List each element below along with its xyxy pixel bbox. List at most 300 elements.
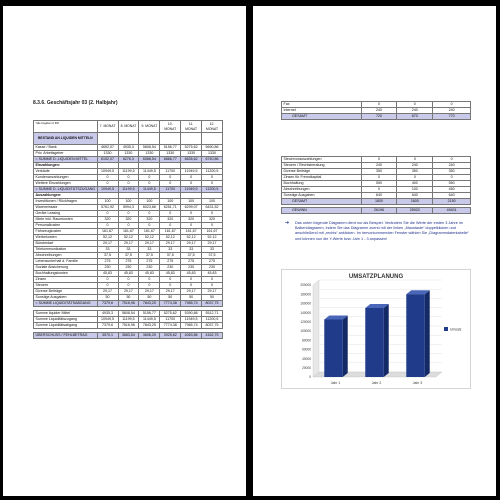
row-label: GESAMT	[282, 114, 362, 120]
table-row	[34, 187, 223, 193]
table-row	[282, 114, 471, 120]
table-cell: 275	[139, 259, 160, 265]
table-cell: 100	[160, 199, 181, 205]
table-cell: 0	[433, 102, 471, 108]
table-cell: 0	[433, 157, 471, 163]
table-cell: 4935,3	[118, 145, 139, 151]
table-cell	[118, 133, 139, 145]
table-cell: 37,5	[118, 253, 139, 259]
table-cell: 0	[118, 181, 139, 187]
table-cell: 7774,38	[160, 301, 181, 307]
table-cell: 3570,1	[97, 333, 118, 339]
row-label: Miete inkl. Raumkosten	[34, 217, 98, 223]
table-cell: 33	[118, 247, 139, 253]
table-cell: 0	[118, 277, 139, 283]
table-cell: 3925,62	[160, 333, 181, 339]
right-page	[253, 6, 496, 496]
table-cell: 240	[397, 163, 433, 169]
row-label: GEWINN	[282, 208, 362, 214]
table-cell: 240	[433, 163, 471, 169]
table-cell: 240	[433, 108, 471, 114]
row-label: = SUMME D. LIQUIDEN MITTEL	[34, 157, 98, 163]
instruction-paragraph: Das unten folgende Diagramm dient nur als Beispiel. Verändern Sie die Werte der ersten 3 Jahre im Balkendiagramm, indem Sie das Diagramm zuerst mit der linken „Maustaste“ doppelklicken und anschließend mit „rechts“ anklicken. Im hervorkommenden Fenster wählen Sie „Diagrammdatentabelle“ und können nun die Y-Werte bzw. Jahr 1 - 3 anpassen!	[295, 221, 469, 241]
table-cell: 33	[139, 247, 160, 253]
table-cell: 0	[181, 175, 202, 181]
table-cell: 5808,54	[139, 145, 160, 151]
table-cell: 50	[97, 295, 118, 301]
table-cell: 29,17	[202, 289, 223, 295]
row-label: Einzahlungen:	[34, 163, 98, 169]
table-cell: 29,17	[118, 241, 139, 247]
table-cell: 4692,07	[97, 145, 118, 151]
table-cell: 5275,62	[181, 145, 202, 151]
table-cell: 100	[139, 199, 160, 205]
row-label: Abschreibungen	[282, 187, 362, 193]
table-cell	[139, 133, 160, 145]
table-cell: 0	[397, 102, 433, 108]
table-cell: 11700	[160, 169, 181, 175]
table-cell: 37,5	[160, 253, 181, 259]
table-cell: 320	[181, 217, 202, 223]
table-cell: 100	[397, 187, 433, 193]
table-row	[282, 199, 471, 205]
table-cell: 10949,5	[97, 317, 118, 323]
month-header: 9. MONAT	[139, 121, 160, 133]
table-cell: 10949,5	[97, 187, 118, 193]
table-cell: 29,17	[97, 241, 118, 247]
table-cell: 0	[397, 175, 433, 181]
table-cell: 52,12	[118, 235, 139, 241]
table-cell: 0	[139, 175, 160, 181]
table-cell: 350	[433, 169, 471, 175]
table-cell: 11199,5	[118, 317, 139, 323]
table-cell: 11700	[160, 187, 181, 193]
row-label: Diverse Beiträge	[34, 289, 98, 295]
table-cell: 29,17	[160, 289, 181, 295]
month-header: 11. MONAT	[181, 121, 202, 133]
table-cell: 350	[397, 169, 433, 175]
table-cell: 50	[160, 295, 181, 301]
table-cell: 1330	[97, 151, 118, 157]
table-row	[34, 333, 223, 339]
table-cell: 29,17	[181, 289, 202, 295]
profit-table	[281, 207, 471, 214]
table-cell: 37,5	[181, 253, 202, 259]
table-cell: 240	[361, 163, 397, 169]
table-cell: 29,17	[181, 241, 202, 247]
bar[interactable]	[406, 294, 424, 377]
bar[interactable]	[324, 320, 342, 378]
table-cell: 11949,5	[181, 317, 202, 323]
table-cell: 29,17	[202, 241, 223, 247]
table-cell: 45,83	[139, 271, 160, 277]
table-cell: 0	[202, 175, 223, 181]
table-cell: 52,12	[181, 235, 202, 241]
table-cell: 275	[160, 259, 181, 265]
table-cell: 240	[361, 108, 397, 114]
costs-top-table	[281, 101, 471, 120]
table-cell: 50	[118, 295, 139, 301]
table-cell: 11199,5	[118, 169, 139, 175]
table-cell: 3606,25	[139, 333, 160, 339]
table-cell: 0	[160, 223, 181, 229]
y-tick-label: 140000	[300, 310, 311, 315]
table-cell: 0	[397, 157, 433, 163]
table-cell: 0	[181, 223, 202, 229]
row-label: Kundenanzahlungen	[34, 175, 98, 181]
row-label: Zinsen für Fremdkapital	[282, 175, 362, 181]
table-cell: 0	[361, 187, 397, 193]
table-cell: 4162,75	[202, 333, 223, 339]
table-cell: 1600	[397, 199, 433, 205]
table-cell: 0	[361, 175, 397, 181]
table-cell: 1800	[361, 199, 397, 205]
table-cell: 0	[118, 211, 139, 217]
table-cell: 25920	[397, 208, 433, 214]
table-cell: 0	[181, 181, 202, 187]
table-cell: 49401	[433, 208, 471, 214]
row-label: Bürobedarf	[34, 241, 98, 247]
bar-side	[343, 316, 348, 378]
chart-side-wall	[313, 280, 319, 377]
table-cell: 52,12	[160, 235, 181, 241]
table-row	[34, 151, 223, 157]
table-cell: 640	[433, 193, 471, 199]
table-cell: 0	[97, 181, 118, 187]
liquidity-table	[33, 120, 223, 339]
table-cell: 37,5	[202, 253, 223, 259]
table-cell: 3683,54	[118, 333, 139, 339]
table-cell: 0	[202, 283, 223, 289]
row-label: Buchhaltung	[282, 181, 362, 187]
table-cell: 0	[202, 211, 223, 217]
table-cell: 5512,71	[202, 311, 223, 317]
row-label: Buchhaltungskosten	[34, 271, 98, 277]
table-cell: 0	[202, 277, 223, 283]
table-cell: 161,67	[118, 229, 139, 235]
table-cell: 0	[118, 283, 139, 289]
table-cell: 7516,96	[118, 323, 139, 329]
table-cell: 1330	[118, 151, 139, 157]
table-cell: 11199,5	[118, 187, 139, 193]
table-cell: 11200,5	[202, 169, 223, 175]
table-row	[34, 271, 223, 277]
table-cell: 29,17	[160, 241, 181, 247]
table-cell: 0	[97, 223, 118, 229]
instruction-text	[285, 220, 475, 242]
table-cell: 11200,5	[202, 317, 223, 323]
month-header: 10. MONAT	[160, 121, 181, 133]
table-row	[34, 301, 223, 307]
table-cell: 6276,3	[118, 157, 139, 163]
table-cell: 0	[139, 277, 160, 283]
row-label: Investitionen / Rückfragen	[34, 199, 98, 205]
y-tick-label: 60000	[302, 347, 311, 352]
table-cell: 0	[97, 283, 118, 289]
table-cell: 5690,86	[202, 145, 223, 151]
table-cell: 1330	[202, 151, 223, 157]
y-tick-label: 20000	[302, 366, 311, 370]
table-cell: 0	[160, 175, 181, 181]
row-label: Sonstige Ausgaben	[282, 193, 362, 199]
row-label: Summe Liquiditätsabgang	[34, 323, 98, 329]
table-cell: 230	[160, 265, 181, 271]
table-cell: 275	[118, 259, 139, 265]
table-cell: 320	[160, 217, 181, 223]
table-cell: 0	[139, 283, 160, 289]
table-cell: 0	[361, 102, 397, 108]
table-cell: 11949,5	[181, 187, 202, 193]
bar[interactable]	[365, 308, 383, 377]
table-cell: 161,67	[160, 229, 181, 235]
table-row	[34, 317, 223, 323]
table-cell: 6866,77	[160, 157, 181, 163]
table-cell: 11449,5	[139, 169, 160, 175]
table-cell: 320	[202, 217, 223, 223]
table-cell	[181, 133, 202, 145]
table-cell: 11449,5	[139, 317, 160, 323]
table-row	[34, 323, 223, 329]
table-cell: 5275,62	[160, 311, 181, 317]
table-cell: 6152,07	[97, 157, 118, 163]
row-label: Weitere Einzahlungen	[34, 181, 98, 187]
table-cell: 0	[160, 211, 181, 217]
revenue-chart[interactable]	[281, 269, 471, 389]
table-cell	[97, 133, 118, 145]
table-cell: 5761,92	[97, 205, 118, 211]
table-row	[34, 311, 223, 317]
table-cell: 161,67	[139, 229, 160, 235]
table-cell: 5156,77	[160, 145, 181, 151]
table-cell: 240	[397, 108, 433, 114]
table-cell: 2150	[433, 199, 471, 205]
table-cell: 320	[97, 217, 118, 223]
row-label: Internet	[282, 108, 362, 114]
table-cell: 45,83	[160, 271, 181, 277]
row-label: Sonstige Ausgaben	[34, 295, 98, 301]
table-cell: 7843,25	[139, 323, 160, 329]
row-label: Kasse / Bank	[34, 145, 98, 151]
table-header-row	[34, 121, 223, 133]
table-cell: 7843,25	[139, 301, 160, 307]
table-cell: 0	[139, 181, 160, 187]
table-cell: 161,67	[181, 229, 202, 235]
table-cell	[202, 133, 223, 145]
row-label: Fax	[282, 102, 362, 108]
row-label: Zinsen	[34, 277, 98, 283]
table-cell: 640	[361, 193, 397, 199]
table-cell: 100	[118, 199, 139, 205]
table-cell: 1330	[139, 151, 160, 157]
table-cell: 7985,74	[181, 301, 202, 307]
table-cell: 161,67	[202, 229, 223, 235]
y-tick-label: 40000	[302, 356, 311, 361]
table-cell: 100	[97, 199, 118, 205]
table-row	[34, 289, 223, 295]
row-label: Personalkosten	[34, 223, 98, 229]
row-label: Summe liquider Mittel	[34, 311, 98, 317]
table-cell: 161,67	[97, 229, 118, 235]
table-cell: 6588,54	[139, 157, 160, 163]
table-cell: 33	[160, 247, 181, 253]
table-cell: 0	[160, 181, 181, 187]
table-cell: 50	[139, 295, 160, 301]
table-cell: 230	[202, 265, 223, 271]
table-cell: 29,17	[139, 241, 160, 247]
table-cell: 670	[397, 114, 433, 120]
row-label: Priv. Arbeitsgeber	[34, 151, 98, 157]
table-cell: 11449,5	[139, 187, 160, 193]
row-label: Soziale Absicherung	[34, 265, 98, 271]
y-tick-label: 180000	[300, 292, 311, 297]
table-cell: 0	[97, 175, 118, 181]
x-tick-label: Jahr 3	[412, 381, 423, 385]
y-tick-label: 200000	[300, 283, 311, 288]
table-cell: 50	[181, 295, 202, 301]
table-cell: 7516,96	[118, 301, 139, 307]
row-label: Summe Liquiditätszugang	[34, 317, 98, 323]
y-tick-label: 0	[309, 375, 311, 380]
legend-label: Umsatz	[450, 327, 462, 332]
table-cell: 100	[202, 199, 223, 205]
row-label: Verkäufe	[34, 169, 98, 175]
row-label: Steuern / Rechtsberatung	[282, 163, 362, 169]
table-title-row	[34, 133, 223, 145]
table-cell: 0	[433, 175, 471, 181]
row-label: Steuervorauszahlungen	[282, 157, 362, 163]
row-label: Fahrzeugkosten	[34, 229, 98, 235]
table-cell: 37,5	[97, 253, 118, 259]
bar-side	[384, 304, 389, 377]
section-heading: 8.3.6. Geschäftsjahr 03 (2. Halbjahr)	[33, 100, 118, 106]
table-cell: 11700	[160, 317, 181, 323]
table-cell: 0	[118, 175, 139, 181]
table-cell: 7985,74	[181, 323, 202, 329]
table-cell: 11949,5	[181, 169, 202, 175]
table-cell: 230	[139, 265, 160, 271]
table-cell: 350	[361, 169, 397, 175]
table-cell: 33	[202, 247, 223, 253]
table-cell: 8037,75	[202, 301, 223, 307]
table-cell: 0	[139, 223, 160, 229]
table-cell: 29,17	[97, 289, 118, 295]
costs-mid-table	[281, 156, 471, 205]
table-row	[34, 157, 223, 163]
table-row	[282, 208, 471, 214]
table-cell: 33	[181, 247, 202, 253]
table-cell: 400	[397, 181, 433, 187]
row-label: Wareneinsatz	[34, 205, 98, 211]
table-cell: 6635,62	[181, 157, 202, 163]
table-cell: 45,83	[118, 271, 139, 277]
table-cell: 230	[118, 265, 139, 271]
table-cell: 8037,75	[202, 323, 223, 329]
x-tick-label: Jahr 1	[330, 381, 341, 385]
table-cell: 29,17	[118, 289, 139, 295]
table-cell: 52,12	[202, 235, 223, 241]
table-cell: 5390,86	[181, 311, 202, 317]
table-cell: 45,83	[181, 271, 202, 277]
table-cell: 640	[397, 193, 433, 199]
row-label: ÜBERSCHUSS / FEHLBETRAG	[34, 333, 98, 339]
table-cell: 720	[361, 114, 397, 120]
table-cell: 450	[433, 187, 471, 193]
table-cell: 45,83	[97, 271, 118, 277]
table-cell: 275	[181, 259, 202, 265]
table-cell: 5156,77	[139, 311, 160, 317]
row-label: = SUMME D. LIQUIDITÄTSZUGANG	[35, 187, 96, 191]
table-cell: 6431,52	[202, 205, 223, 211]
arrow-icon: ➔	[285, 220, 290, 226]
y-tick-label: 80000	[302, 338, 311, 343]
month-header: 12. MONAT	[202, 121, 223, 133]
table-cell: 320	[118, 217, 139, 223]
table-cell: 275	[97, 259, 118, 265]
table-cell: 0	[361, 157, 397, 163]
row-label: Geräte Leasing	[34, 211, 98, 217]
table-cell: 0	[202, 223, 223, 229]
table-cell: 1330	[160, 151, 181, 157]
table-cell: 6299,07	[181, 205, 202, 211]
table-cell: 4935,3	[97, 311, 118, 317]
y-tick-label: 120000	[300, 320, 311, 324]
table-cell: 0	[160, 277, 181, 283]
table-cell: 5808,54	[118, 311, 139, 317]
table-cell: 0	[181, 211, 202, 217]
table-cell: 0	[139, 211, 160, 217]
chart-title: UMSATZPLANUNG	[348, 274, 404, 280]
table-cell: 37,5	[139, 253, 160, 259]
table-cell: 33	[97, 247, 118, 253]
table-cell: 0	[181, 283, 202, 289]
table-cell: 770	[433, 114, 471, 120]
table-cell: 7379,6	[97, 323, 118, 329]
table-cell: 50	[202, 295, 223, 301]
table-cell: 10949,5	[97, 169, 118, 175]
table-cell: 0	[97, 211, 118, 217]
table-cell: 6023,66	[139, 205, 160, 211]
month-header: 8. MONAT	[118, 121, 139, 133]
table-cell: 0	[181, 277, 202, 283]
table-cell: 26196	[361, 208, 397, 214]
y-tick-label: 100000	[300, 329, 311, 334]
table-cell: 230	[181, 265, 202, 271]
table-cell	[160, 133, 181, 145]
table-cell: 45,83	[202, 271, 223, 277]
table-cell: 5994,3	[118, 205, 139, 211]
row-label: Auszahlungen:	[34, 193, 98, 199]
row-label: Werbekosten	[34, 235, 98, 241]
left-page	[3, 6, 246, 496]
table-cell: 1330	[181, 151, 202, 157]
row-label: Abschreibungen	[34, 253, 98, 259]
row-label: Steuern	[34, 283, 98, 289]
table-cell: 52,12	[139, 235, 160, 241]
table-cell: 7774,38	[160, 323, 181, 329]
table-cell: 550	[361, 181, 397, 187]
table-cell: 6251,71	[160, 205, 181, 211]
row-label: Lebensunterhalt d. Familie	[34, 259, 98, 265]
table-cell: 320	[139, 217, 160, 223]
x-tick-label: Jahr 2	[371, 381, 382, 385]
table-cell: 0	[202, 181, 223, 187]
table-cell: 100	[181, 199, 202, 205]
table-cell: 0	[118, 223, 139, 229]
table-cell: 11200,5	[202, 187, 223, 193]
row-label: = SUMME LIQUIDITÄTSABGANG	[34, 301, 98, 307]
row-label: Diverse Beiträge	[282, 169, 362, 175]
table-cell: 0	[97, 277, 118, 283]
